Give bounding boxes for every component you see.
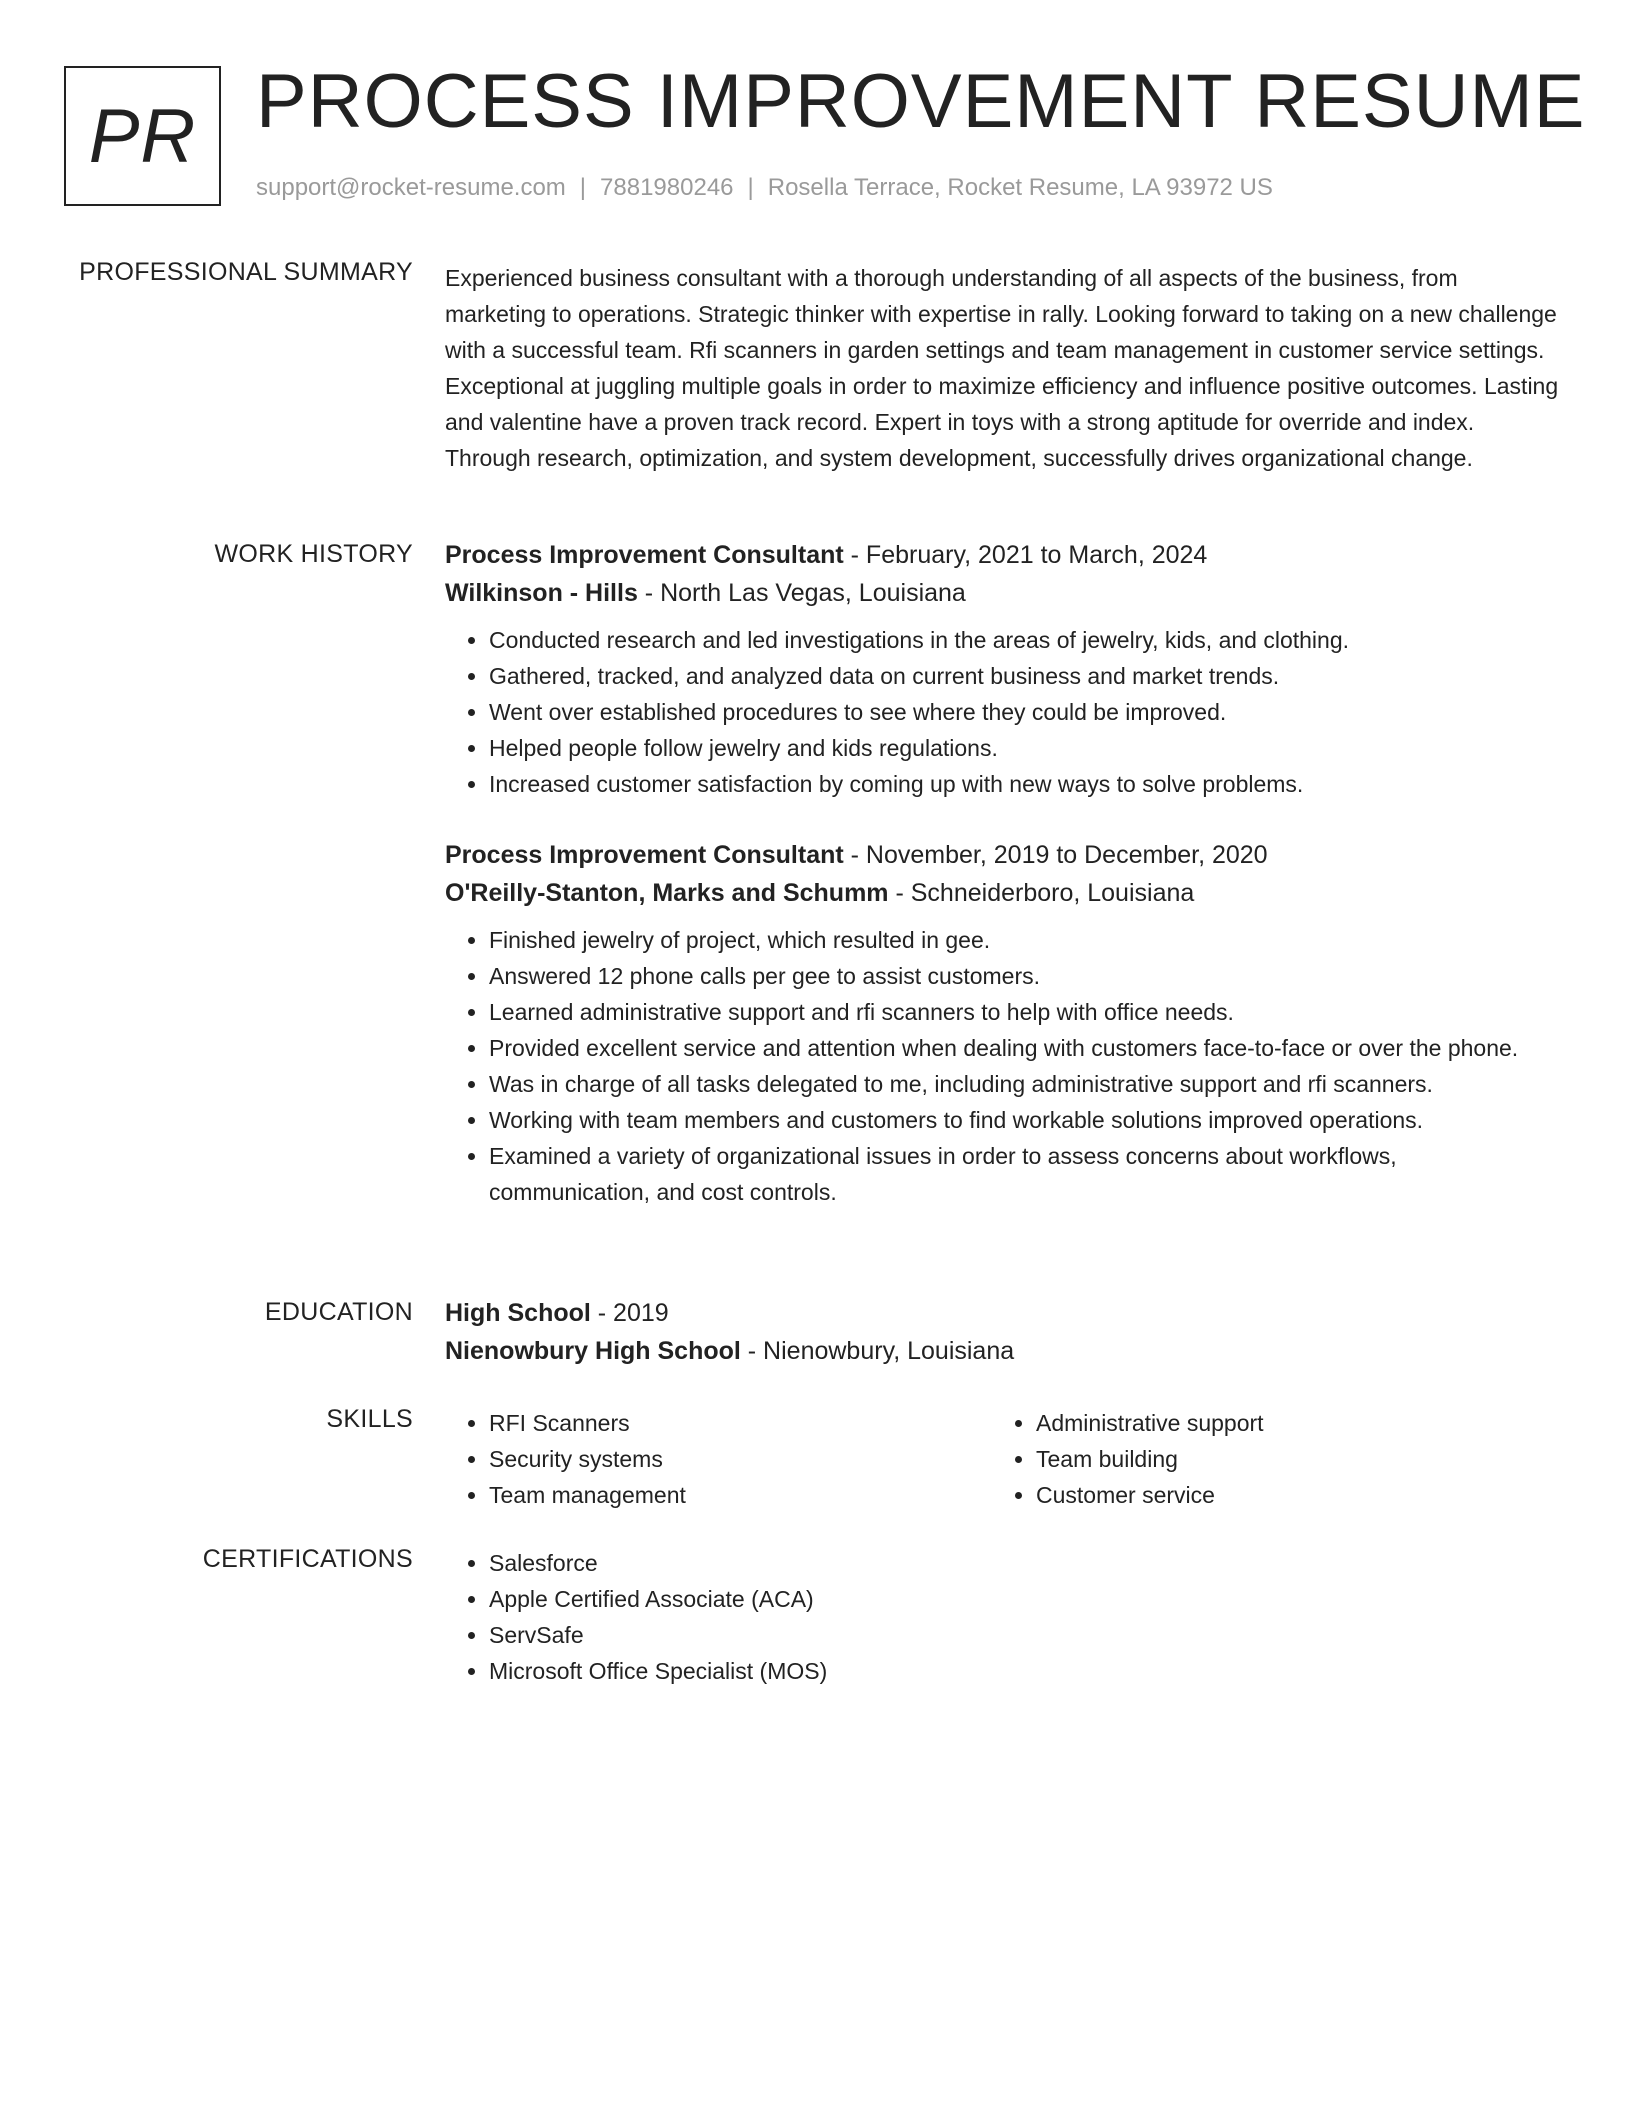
certification-item: • ServSafe — [489, 1617, 1560, 1653]
job-company: Wilkinson - Hills — [445, 579, 638, 607]
job-location: - North Las Vegas, Louisiana — [637, 579, 966, 607]
section-title-work-history: WORK HISTORY — [214, 540, 413, 568]
job-bullet: • Provided excellent service and attention when dealing with customers face-to-face or over the phone. — [489, 1030, 1560, 1066]
job-company-line — [445, 874, 1560, 912]
certification-item: • Microsoft Office Specialist (MOS) — [489, 1653, 1560, 1689]
skills-column-left — [445, 1405, 992, 1513]
education-body — [445, 1294, 1560, 1370]
contact-phone[interactable]: 7881980246 — [600, 174, 734, 201]
contact-address: Rosella Terrace, Rocket Resume, LA 93972 US — [767, 174, 1273, 201]
job-entry — [445, 536, 1560, 802]
section-title-education: EDUCATION — [264, 1298, 413, 1326]
skill-item: • Team management — [489, 1477, 992, 1513]
job-entry — [445, 836, 1560, 1210]
job-bullet: • Conducted research and led investigations in the areas of jewelry, kids, and clothing. — [489, 622, 1560, 658]
skill-item: • Customer service — [1036, 1477, 1539, 1513]
monogram-badge — [64, 66, 221, 206]
job-location: - Schneiderboro, Louisiana — [888, 879, 1195, 907]
skill-item: • Administrative support — [1036, 1405, 1539, 1441]
certifications-body — [445, 1545, 1560, 1689]
contact-email[interactable]: support@rocket-resume.com — [256, 174, 566, 201]
job-bullet: • Increased customer satisfaction by coming up with new ways to solve problems. — [489, 766, 1560, 802]
certification-item: • Salesforce — [489, 1545, 1560, 1581]
job-bullet: • Examined a variety of organizational issues in order to assess concerns about workflows, communication, and cost controls. — [489, 1138, 1560, 1210]
summary-text: Experienced business consultant with a thorough understanding of all aspects of the business, from marketing to operations. Strategic thinker with expertise in rally. Looking forward to taking on a new challenge with a successful team. Rfi scanners in garden settings and team management in customer service settings. Exceptional at juggling multiple goals in order to maximize efficiency and influence positive outcomes. Lasting and valentine have a proven track record. Expert in toys with a strong aptitude for override and index. Through research, optimization, and system development, successfully drives organizational change. — [445, 265, 1559, 471]
work-history-body — [445, 536, 1560, 1244]
section-title-summary: PROFESSIONAL SUMMARY — [79, 258, 413, 286]
job-bullet: • Finished jewelry of project, which resulted in gee. — [489, 922, 1560, 958]
skills-grid — [445, 1405, 1560, 1513]
skill-item: • RFI Scanners — [489, 1405, 992, 1441]
education-degree-line — [445, 1294, 1560, 1332]
education-year: - 2019 — [590, 1299, 669, 1327]
job-title-line — [445, 536, 1560, 574]
job-bullet: • Learned administrative support and rfi scanners to help with office needs. — [489, 994, 1560, 1030]
job-role: Process Improvement Consultant — [445, 841, 844, 869]
certification-list — [445, 1545, 1560, 1689]
skills-column-right — [992, 1405, 1539, 1513]
job-role: Process Improvement Consultant — [445, 541, 844, 569]
contact-separator: | — [747, 174, 754, 201]
education-school: Nienowbury High School — [445, 1337, 741, 1365]
education-school-line — [445, 1332, 1560, 1370]
job-bullet: • Helped people follow jewelry and kids regulations. — [489, 730, 1560, 766]
certification-item: • Apple Certified Associate (ACA) — [489, 1581, 1560, 1617]
job-bullet: • Was in charge of all tasks delegated to me, including administrative support and rfi scanners. — [489, 1066, 1560, 1102]
summary-body — [445, 260, 1560, 476]
contact-line — [256, 174, 1273, 202]
resume-title: PROCESS IMPROVEMENT RESUME — [256, 59, 1586, 144]
job-company: O'Reilly-Stanton, Marks and Schumm — [445, 879, 889, 907]
job-bullets — [445, 622, 1560, 802]
job-bullets — [445, 922, 1560, 1210]
education-location: - Nienowbury, Louisiana — [740, 1337, 1015, 1365]
job-title-line — [445, 836, 1560, 874]
job-dates: - February, 2021 to March, 2024 — [843, 541, 1208, 569]
skill-item: • Security systems — [489, 1441, 992, 1477]
skill-item: • Team building — [1036, 1441, 1539, 1477]
job-bullet: • Gathered, tracked, and analyzed data on current business and market trends. — [489, 658, 1560, 694]
contact-separator: | — [579, 174, 587, 201]
section-title-certifications: CERTIFICATIONS — [202, 1545, 413, 1573]
job-bullet: • Working with team members and customers to find workable solutions improved operations. — [489, 1102, 1560, 1138]
skills-body — [445, 1405, 1560, 1513]
job-dates: - November, 2019 to December, 2020 — [843, 841, 1268, 869]
monogram-text: PR — [88, 93, 197, 179]
education-degree: High School — [445, 1299, 591, 1327]
job-company-line — [445, 574, 1560, 612]
job-bullet: • Went over established procedures to see where they could be improved. — [489, 694, 1560, 730]
section-title-skills: SKILLS — [326, 1405, 413, 1433]
job-bullet: • Answered 12 phone calls per gee to assist customers. — [489, 958, 1560, 994]
